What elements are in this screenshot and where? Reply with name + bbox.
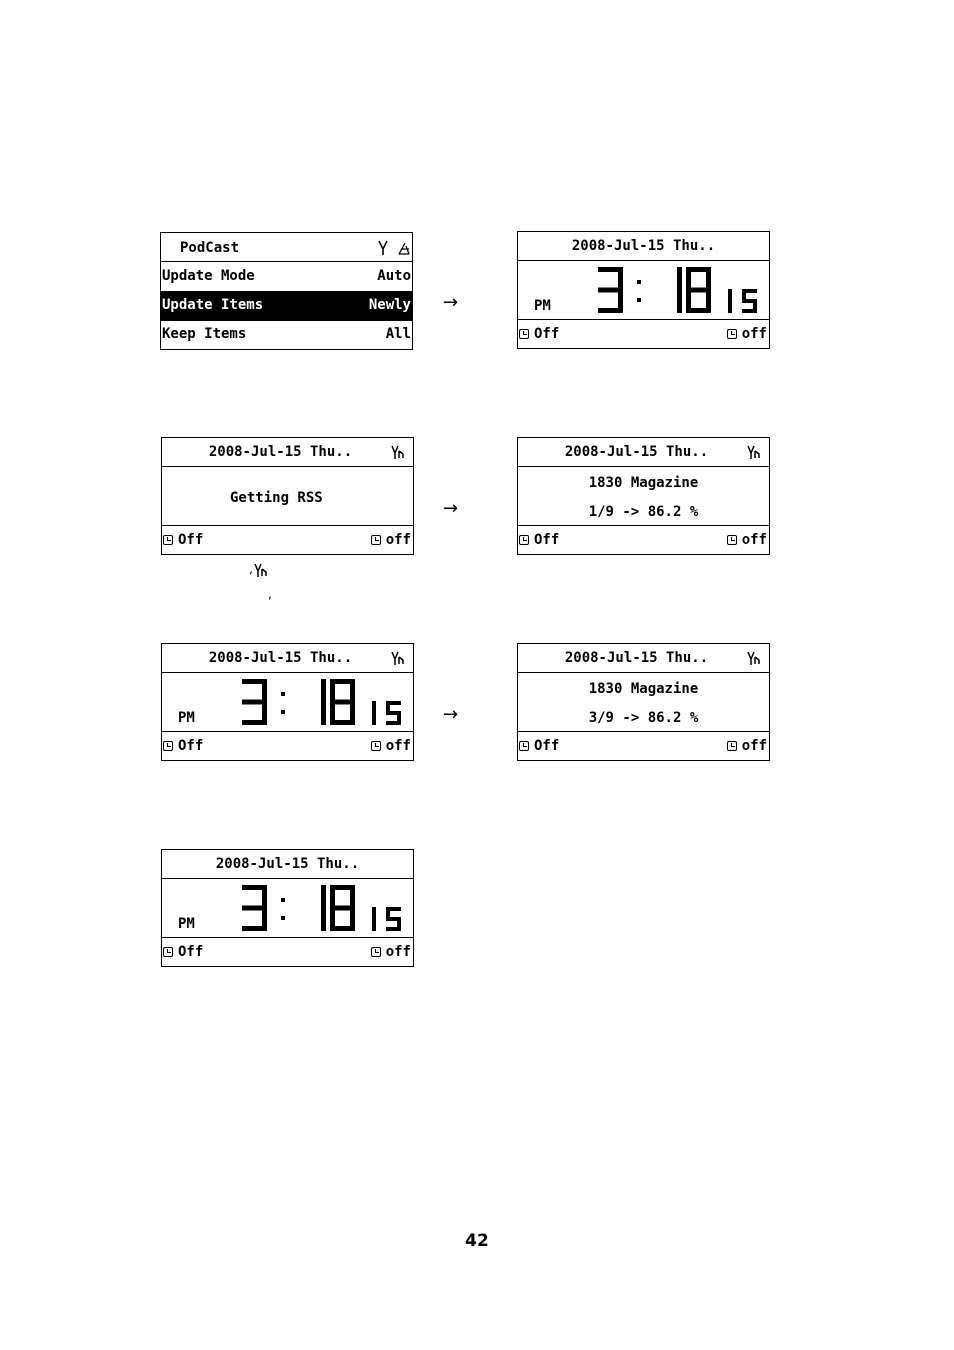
menu-row-update-mode[interactable]: [161, 262, 412, 291]
download-progress: 1/9 -> 86.2 %: [588, 504, 699, 520]
screen-footer: [518, 319, 769, 348]
sleep-status-text: off: [741, 326, 767, 342]
minute-digit: [677, 267, 682, 313]
alarm-status: [163, 532, 203, 548]
alarm-status-text: Off: [178, 738, 204, 754]
second-digit: [742, 289, 757, 313]
screen-footer: [162, 731, 413, 760]
date-text: 2008-Jul-15 Thu..: [215, 856, 360, 872]
colon-dot: [281, 916, 285, 920]
download-progress-screen: [517, 643, 770, 761]
minute-digit: [330, 679, 355, 725]
page-number: 42: [465, 1231, 489, 1251]
date-text: 2008-Jul-15 Thu..: [208, 650, 353, 666]
period-label: PM: [178, 916, 195, 932]
date-text: 2008-Jul-15 Thu..: [564, 650, 709, 666]
clock-icon: [727, 535, 737, 545]
alarm-status-text: Off: [534, 326, 560, 342]
antenna-icon: [254, 562, 268, 578]
sleep-status-text: off: [741, 532, 767, 548]
screen-footer: [518, 525, 769, 554]
flow-arrow: →: [443, 498, 459, 519]
date-text: 2008-Jul-15 Thu..: [208, 444, 353, 460]
date-text: 2008-Jul-15 Thu..: [571, 238, 716, 254]
alarm-status-text: Off: [178, 532, 204, 548]
second-digit: [372, 701, 376, 725]
alarm-status: [519, 738, 559, 754]
clock-screen: [517, 231, 770, 349]
hour-digit: [242, 885, 267, 931]
sleep-status: [727, 326, 767, 342]
minute-digit: [686, 267, 711, 313]
clock-icon: [371, 947, 381, 957]
alarm-status-text: Off: [534, 738, 560, 754]
clock-icon: [163, 947, 173, 957]
antenna-icon: [747, 650, 761, 666]
clock-icon: [519, 329, 529, 339]
screen-footer: [518, 731, 769, 760]
clock-icon: [519, 535, 529, 545]
menu-row-value: Auto: [377, 268, 411, 284]
menu-row-keep-items[interactable]: [161, 320, 412, 349]
screen-footer: [162, 525, 413, 554]
magazine-name: 1830 Magazine: [588, 681, 699, 697]
alarm-status: [519, 532, 559, 548]
sleep-status-text: off: [385, 532, 411, 548]
screen-header: [162, 438, 413, 467]
download-progress: 3/9 -> 86.2 %: [588, 710, 699, 726]
magazine-name: 1830 Magazine: [588, 475, 699, 491]
screen-header: [518, 438, 769, 467]
clock-icon: [371, 535, 381, 545]
period-label: PM: [178, 710, 195, 726]
period-label: PM: [534, 298, 551, 314]
clock-screen: [161, 643, 414, 761]
sleep-status: [727, 532, 767, 548]
minute-digit: [321, 679, 326, 725]
minute-digit: [330, 885, 355, 931]
antenna-icon: [747, 444, 761, 460]
alarm-status: [519, 326, 559, 342]
podcast-menu-title: PodCast: [180, 240, 240, 256]
satellite-icon: [397, 240, 411, 256]
menu-row-value: All: [385, 326, 411, 342]
screen-header: [518, 644, 769, 673]
sleep-status-text: off: [741, 738, 767, 754]
podcast-menu-screen: [160, 232, 413, 350]
menu-row-label: Keep Items: [162, 326, 247, 342]
second-digit: [372, 907, 376, 931]
flow-arrow: →: [443, 292, 459, 313]
minute-digit: [321, 885, 326, 931]
colon-dot: [281, 692, 285, 696]
clock-icon: [727, 741, 737, 751]
second-digit: [386, 907, 401, 931]
hour-digit: [242, 679, 267, 725]
menu-row-label: Update Items: [162, 297, 264, 313]
sleep-status: [371, 944, 411, 960]
second-digit: [728, 289, 732, 313]
sleep-status-text: off: [385, 944, 411, 960]
alarm-status: [163, 944, 203, 960]
clock-icon: [519, 741, 529, 751]
alarm-status: [163, 738, 203, 754]
second-digit: [386, 701, 401, 725]
download-progress-screen: [517, 437, 770, 555]
sleep-status: [727, 738, 767, 754]
clock-digits: [240, 678, 410, 728]
clock-icon: [163, 741, 173, 751]
colon-dot: [637, 280, 641, 284]
colon-dot: [281, 898, 285, 902]
menu-row-label: Update Mode: [162, 268, 255, 284]
sleep-status: [371, 532, 411, 548]
hour-digit: [598, 267, 623, 313]
alarm-status-text: Off: [534, 532, 560, 548]
screen-header: [162, 850, 413, 879]
antenna-icon: [391, 650, 405, 666]
alarm-status-text: Off: [178, 944, 204, 960]
getting-rss-screen: [161, 437, 414, 555]
date-text: 2008-Jul-15 Thu..: [564, 444, 709, 460]
clock-screen: [161, 849, 414, 967]
clock-icon: [163, 535, 173, 545]
clock-icon: [371, 741, 381, 751]
clock-digits: [596, 266, 766, 316]
menu-row-value: Newly: [368, 297, 411, 313]
antenna-icon: [377, 240, 389, 256]
colon-dot: [637, 298, 641, 302]
clock-icon: [727, 329, 737, 339]
status-message: Getting RSS: [230, 490, 323, 506]
screen-header: [518, 232, 769, 261]
flow-arrow: →: [443, 704, 459, 725]
sleep-status: [371, 738, 411, 754]
menu-row-update-items[interactable]: [161, 291, 412, 320]
stray-mark: ,: [248, 565, 255, 576]
colon-dot: [281, 710, 285, 714]
clock-digits: [240, 884, 410, 934]
stray-mark: ,: [267, 590, 274, 601]
screen-header: [162, 644, 413, 673]
podcast-menu-header: [161, 233, 412, 262]
sleep-status-text: off: [385, 738, 411, 754]
screen-footer: [162, 937, 413, 966]
antenna-icon: [391, 444, 405, 460]
